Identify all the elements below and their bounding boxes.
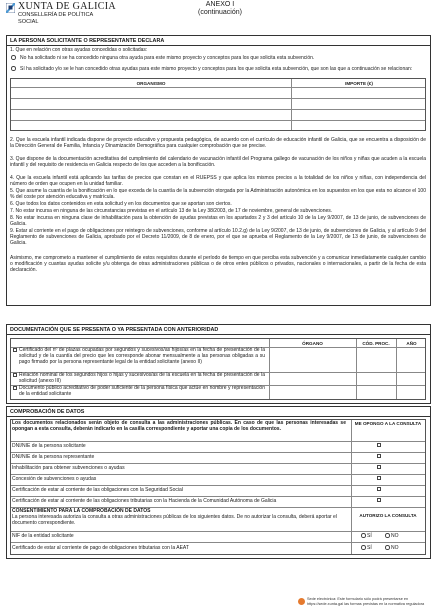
aid-row-3-amount[interactable]: [293, 110, 425, 119]
check-row-label-3: Inhabilitación para obtener subvenciones o ayudas: [12, 465, 125, 471]
brand-dept-line1: CONSELLERÍA DE POLÍTICA: [18, 12, 94, 18]
no-label: NO: [391, 533, 399, 539]
declaration-item-3: 3. Que dispone de la documentación acreditativa del cumplimiento del calendario de vacunación infantil del Programa gallego de vacunación de los niños y niñas que acuden a la escuela infantil y del requisito de residencia en Galicia respecto de los que acceden a la bonificación.: [10, 156, 426, 168]
other-aid-label: Sí ha solicitado y/o se le han concedido otras ayudas para este mismo proyecto y conceptos para los que solicita esta subvención, que son las que a continuación se relacionan:: [20, 66, 413, 72]
declaration-item-1: 1. Que en relación con otras ayudas concedidas o solicitadas:: [10, 47, 148, 53]
yes-label: SÍ: [367, 545, 372, 551]
check-row-label-6: Certificación de estar al corriente de las obligaciones tributarias con la Hacienda de la Comunidad Autónoma de Galicia: [12, 498, 277, 504]
doc-label-1: Certificado del nº de plazas ocupadas por segundos y sucesivos/as hijos/as en la fecha de presentación de la solicitud y de la cuantía del precio que les corresponde abonar mensualmente a las personas obligadas a su pago firmado por la persona representante legal de la entidad solicitante (anexo II): [19, 347, 265, 365]
oppose-checkbox-5[interactable]: [377, 487, 381, 491]
aid-row-1-organism[interactable]: [13, 88, 289, 97]
oppose-checkbox-6[interactable]: [377, 498, 381, 502]
amount-header: IMPORTE (€): [345, 80, 373, 86]
documentation-title: DOCUMENTACIÓN QUE SE PRESENTA O YA PRESENTADA CON ANTERIORIDAD: [10, 327, 219, 333]
no-label: NO: [391, 545, 399, 551]
authorize-no-radio-1[interactable]: [385, 533, 390, 538]
doc-checkbox-2[interactable]: [13, 373, 17, 377]
yes-label: SÍ: [367, 533, 372, 539]
aid-row-1-amount[interactable]: [293, 88, 425, 97]
declaration-item-4: 4. Que la escuela infantil está aplicando las tarifas de precios que constan en el RUEPSS y que aplica los mismos precios a la totalidad de los niños y niñas, con independencia del número de orden que ocupen en la unidad familiar.: [10, 175, 426, 187]
authorize-header: AUTORIZO LA CONSULTA: [359, 513, 417, 518]
brand-name: XUNTA DE GALICIA: [18, 1, 116, 12]
consent-row-label-2: Certificado de estar al corriente de pago de obligaciones tributarias con la AEAT: [12, 545, 189, 551]
declaration-closing: Asimismo, me comprometo a mantener el cumplimiento de estos requisitos durante el período de tiempo en que perciba esta subvención y a comunicar inmediatamente cualquier cambio o modificación y cuantas ayudas solicite y/u obtenga de otras administraciones públicas o de otros entes públicos o privados, nacionales o internacionales, a partir de la fecha de esta declaración.: [10, 255, 426, 273]
check-row-label-1: DNI/NIE de la persona solicitante: [12, 443, 86, 449]
no-other-aid-radio[interactable]: [11, 55, 16, 60]
divider: [6, 334, 431, 335]
aid-row-4-amount[interactable]: [293, 121, 425, 130]
declaration-item-7: 7. No estar incursa en ninguna de las circunstancias previstas en el artículo 13 de la Ley 38/2003, de 17 de noviembre, general de subvenciones.: [10, 208, 333, 214]
oppose-checkbox-1[interactable]: [377, 443, 381, 447]
organism-header: ORGANISMO: [136, 80, 166, 86]
aid-row-2-amount[interactable]: [293, 99, 425, 108]
oppose-header: ME OPONGO A LA CONSULTA: [354, 421, 422, 426]
declaration-item-2: 2. Que la escuela infantil indicada dispone de proyecto educativo y propuesta pedagógica, de acuerdo con el currículo de educación infantil de Galicia, que se encuentra a disposición de la Dirección General de Familia, Infancia y Dinamización Demográfica para cualquier comprobación que se precise.: [10, 137, 426, 149]
annex-subtitle: (continuación): [198, 9, 242, 16]
consent-title: CONSENTIMIENTO PARA LA COMPROBACIÓN DE DATOS: [12, 508, 151, 514]
authorize-no-radio-2[interactable]: [385, 545, 390, 550]
authorize-yes-radio-2[interactable]: [361, 545, 366, 550]
consent-text: La persona interesada autoriza la consulta a otras administraciones públicas de los siguientes datos. De no autorizar la consulta, deberá aportar el documento correspondiente.: [12, 514, 337, 526]
oppose-checkbox-2[interactable]: [377, 454, 381, 458]
annex-title: ANEXO I: [205, 1, 235, 8]
divider: [6, 45, 431, 46]
check-row-label-2: DNI/NIE de la persona representante: [12, 454, 95, 460]
declaration-item-5: 5. Que asume la cuantía de la bonificación en lo que exceda de la cuantía de la subvención otorgada por la Administración autonómica en los supuestos en los que esta no alcance el 100 % del coste por atención educativa y matrícula.: [10, 188, 426, 200]
aid-row-4-organism[interactable]: [13, 121, 289, 130]
oppose-checkbox-3[interactable]: [377, 465, 381, 469]
aid-row-2-organism[interactable]: [13, 99, 289, 108]
sede-logo-icon: [298, 598, 305, 605]
proc-code-header: CÓD. PROC.: [362, 340, 390, 346]
organ-header: ÓRGANO: [302, 340, 323, 346]
check-row-label-4: Concesión de subvenciones o ayudas: [12, 476, 97, 482]
footer-note-1: Sede electrónica: Este formulario sólo podrá presentarse en: [307, 597, 409, 601]
authorize-yes-radio-1[interactable]: [361, 533, 366, 538]
data-check-title: COMPROBACIÓN DE DATOS: [10, 409, 85, 415]
declaration-item-6: 6. Que todos los datos contenidos en esta solicitud y en los documentos que se aportan son ciertos.: [10, 201, 232, 207]
data-check-intro: Los documentos relacionados serán objeto de consulta a las administraciones públicas. En caso de que las personas interesadas se opongan a esta consulta, deberán indicarlo en la casilla correspondiente y aportar una copia de los documentos.: [12, 420, 346, 432]
xunta-logo-icon: [6, 3, 15, 13]
brand-dept-line2: SOCIAL: [18, 18, 39, 25]
declaration-title: LA PERSONA SOLICITANTE O REPRESENTANTE DECLARA: [10, 38, 165, 44]
oppose-checkbox-4[interactable]: [377, 476, 381, 480]
other-aid-radio[interactable]: [11, 66, 16, 71]
doc-checkbox-3[interactable]: [13, 386, 17, 390]
doc-label-2: Relación nominal de los segundos hijos o hijas y sucesivos/as de la escuela en la fecha de presentación de la solicitud (anexo III): [19, 372, 265, 384]
consent-row-label-1: NIF de la entidad solicitante: [12, 533, 74, 539]
footer-note-2: https://sede.xunta.gal las formas previstas en la normativa reguladora: [307, 602, 425, 606]
divider: [6, 416, 431, 417]
aid-row-3-organism[interactable]: [13, 110, 289, 119]
declaration-item-9: 9. Estar al corriente en el pago de obligaciones por reintegro de subvenciones, conforme al artículo 10.2.g) de la Ley 9/2007, de 13 de junio, de subvenciones de Galicia, y al artículo 9 del Reglamento de subvenciones de Galicia, aprobado por el Decreto 11/2009, de 8 de enero, por el que se aprueba el Reglamento de la Ley 9/2007, de 13 de junio, de subvenciones de Galicia.: [10, 228, 426, 246]
year-header: AÑO: [406, 340, 417, 346]
doc-checkbox-1[interactable]: [13, 348, 17, 352]
aid-table: [10, 78, 426, 131]
doc-label-3: Documento público acreditativo de poder suficiente de la persona física que actúe en nombre y representación de la entidad solicitante: [19, 385, 265, 397]
no-other-aid-label: No ha solicitado ni se ha concedido ninguna otra ayuda para este mismo proyecto y conceptos para los que solicita esta subvención.: [20, 55, 315, 61]
declaration-item-8: 8. No estar incursa en ninguna clase de inhabilitación para la obtención de ayudas previstas en los apartados 2 y 3 del artículo 10 de la Ley 9/2007, de 13 de junio, de subvenciones de Galicia.: [10, 215, 426, 227]
check-row-label-5: Certificación de estar al corriente de las obligaciones con la Seguridad Social: [12, 487, 183, 493]
